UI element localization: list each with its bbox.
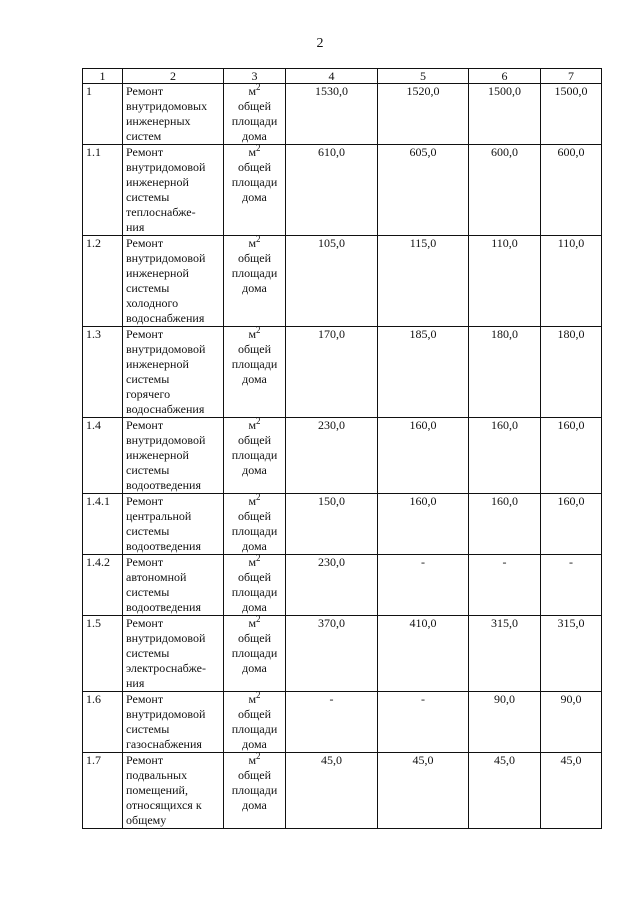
value-col-5: 185,0 bbox=[378, 327, 469, 418]
table-row bbox=[83, 494, 602, 555]
row-name bbox=[123, 145, 224, 236]
unit-superscript: 2 bbox=[256, 492, 261, 502]
column-header-7: 7 bbox=[541, 69, 602, 84]
row-name-line: внутридомовой bbox=[126, 433, 206, 447]
row-name-line: инженерной bbox=[126, 357, 189, 371]
row-name bbox=[123, 327, 224, 418]
value-col-4: 610,0 bbox=[286, 145, 378, 236]
unit-line: площади bbox=[231, 783, 278, 797]
row-name-line: Ремонт bbox=[126, 494, 164, 508]
row-name bbox=[123, 494, 224, 555]
value-col-7: 160,0 bbox=[541, 494, 602, 555]
unit-base: м bbox=[248, 616, 257, 630]
row-name-line: помещений, bbox=[126, 783, 188, 797]
value-col-5: 160,0 bbox=[378, 494, 469, 555]
value-col-6: 45,0 bbox=[469, 753, 541, 829]
row-name-line: Ремонт bbox=[126, 753, 164, 767]
unit-line: площади bbox=[231, 585, 278, 599]
row-number: 1.6 bbox=[83, 692, 123, 753]
value-col-7: 110,0 bbox=[541, 236, 602, 327]
value-col-6: 180,0 bbox=[469, 327, 541, 418]
row-name-line: водоотведения bbox=[126, 600, 201, 614]
unit-line: площади bbox=[231, 266, 278, 280]
row-unit bbox=[224, 616, 286, 692]
value-col-7: 90,0 bbox=[541, 692, 602, 753]
row-name-line: системы bbox=[126, 190, 170, 204]
column-header-2: 2 bbox=[123, 69, 224, 84]
row-name-line: ния bbox=[126, 676, 145, 690]
row-name bbox=[123, 84, 224, 145]
row-name-line: системы bbox=[126, 585, 170, 599]
value-col-4: 230,0 bbox=[286, 555, 378, 616]
unit-line: дома bbox=[242, 463, 267, 477]
row-unit bbox=[224, 145, 286, 236]
value-col-5: 410,0 bbox=[378, 616, 469, 692]
value-col-4: 45,0 bbox=[286, 753, 378, 829]
unit-base: м bbox=[248, 145, 257, 159]
unit-line: площади bbox=[231, 524, 278, 538]
value-col-7: 180,0 bbox=[541, 327, 602, 418]
row-number: 1.1 bbox=[83, 145, 123, 236]
table-row bbox=[83, 616, 602, 692]
row-name-line: Ремонт bbox=[126, 418, 164, 432]
value-col-7: 1500,0 bbox=[541, 84, 602, 145]
value-col-5: 1520,0 bbox=[378, 84, 469, 145]
row-number: 1.4 bbox=[83, 418, 123, 494]
table-row bbox=[83, 753, 602, 829]
unit-superscript: 2 bbox=[256, 234, 261, 244]
row-name-line: внутридомовой bbox=[126, 342, 206, 356]
unit-base: м bbox=[248, 555, 257, 569]
page-number: 2 bbox=[316, 36, 324, 51]
value-col-6: 600,0 bbox=[469, 145, 541, 236]
value-col-6: 160,0 bbox=[469, 418, 541, 494]
row-number: 1.2 bbox=[83, 236, 123, 327]
row-name-line: подвальных bbox=[126, 768, 188, 782]
row-unit bbox=[224, 236, 286, 327]
column-header-1: 1 bbox=[83, 69, 123, 84]
row-unit bbox=[224, 753, 286, 829]
row-name-line: ния bbox=[126, 220, 145, 234]
value-col-4: 230,0 bbox=[286, 418, 378, 494]
row-unit bbox=[224, 84, 286, 145]
unit-line: дома bbox=[242, 539, 267, 553]
unit-line: общей bbox=[237, 433, 272, 447]
unit-line: общей bbox=[237, 570, 272, 584]
row-number: 1.4.2 bbox=[83, 555, 123, 616]
row-name-line: системы bbox=[126, 524, 170, 538]
unit-superscript: 2 bbox=[256, 751, 261, 761]
row-number: 1 bbox=[83, 84, 123, 145]
unit-line: общей bbox=[237, 99, 272, 113]
row-name-line: Ремонт bbox=[126, 236, 164, 250]
unit-line: площади bbox=[231, 114, 278, 128]
row-unit bbox=[224, 494, 286, 555]
unit-line: дома bbox=[242, 600, 267, 614]
row-name-line: Ремонт bbox=[126, 616, 164, 630]
row-name-line: горячего bbox=[126, 387, 171, 401]
row-name-line: системы bbox=[126, 281, 170, 295]
unit-line: общей bbox=[237, 342, 272, 356]
column-header-5: 5 bbox=[378, 69, 469, 84]
unit-superscript: 2 bbox=[256, 82, 261, 92]
row-name bbox=[123, 753, 224, 829]
row-name-line: инженерной bbox=[126, 448, 189, 462]
table-row bbox=[83, 145, 602, 236]
row-name bbox=[123, 418, 224, 494]
unit-line: дома bbox=[242, 661, 267, 675]
unit-line: площади bbox=[231, 646, 278, 660]
value-col-5: - bbox=[378, 555, 469, 616]
row-name bbox=[123, 616, 224, 692]
value-col-7: 45,0 bbox=[541, 753, 602, 829]
row-name-line: водоотведения bbox=[126, 478, 201, 492]
unit-line: площади bbox=[231, 722, 278, 736]
unit-line: дома bbox=[242, 737, 267, 751]
unit-superscript: 2 bbox=[256, 416, 261, 426]
row-name-line: внутридомовых bbox=[126, 99, 208, 113]
row-name-line: центральной bbox=[126, 509, 192, 523]
table-row bbox=[83, 84, 602, 145]
row-name-line: системы bbox=[126, 722, 170, 736]
unit-superscript: 2 bbox=[256, 690, 261, 700]
value-col-7: 315,0 bbox=[541, 616, 602, 692]
row-name-line: инженерных bbox=[126, 114, 191, 128]
unit-base: м bbox=[248, 327, 257, 341]
row-number: 1.3 bbox=[83, 327, 123, 418]
unit-line: площади bbox=[231, 175, 278, 189]
row-name-line: водоснабжения bbox=[126, 311, 205, 325]
column-header-6: 6 bbox=[469, 69, 541, 84]
row-name-line: системы bbox=[126, 372, 170, 386]
row-name-line: инженерной bbox=[126, 175, 189, 189]
row-name-line: общему bbox=[126, 813, 167, 827]
value-col-7: - bbox=[541, 555, 602, 616]
row-number: 1.4.1 bbox=[83, 494, 123, 555]
table-row bbox=[83, 236, 602, 327]
unit-superscript: 2 bbox=[256, 553, 261, 563]
row-name-line: системы bbox=[126, 646, 170, 660]
unit-base: м bbox=[248, 84, 257, 98]
unit-line: площади bbox=[231, 448, 278, 462]
unit-line: дома bbox=[242, 798, 267, 812]
row-name bbox=[123, 236, 224, 327]
unit-line: общей bbox=[237, 509, 272, 523]
table-row bbox=[83, 692, 602, 753]
value-col-5: 160,0 bbox=[378, 418, 469, 494]
unit-line: дома bbox=[242, 281, 267, 295]
table-row bbox=[83, 418, 602, 494]
unit-line: общей bbox=[237, 707, 272, 721]
value-col-6: - bbox=[469, 555, 541, 616]
row-name-line: водоотведения bbox=[126, 539, 201, 553]
row-name-line: теплоснабже- bbox=[126, 205, 196, 219]
row-unit bbox=[224, 692, 286, 753]
value-col-4: 105,0 bbox=[286, 236, 378, 327]
row-name-line: внутридомовой bbox=[126, 631, 206, 645]
unit-superscript: 2 bbox=[256, 325, 261, 335]
row-name-line: Ремонт bbox=[126, 555, 164, 569]
column-header-3: 3 bbox=[224, 69, 286, 84]
value-col-5: - bbox=[378, 692, 469, 753]
value-col-6: 1500,0 bbox=[469, 84, 541, 145]
row-unit bbox=[224, 327, 286, 418]
unit-line: дома bbox=[242, 190, 267, 204]
unit-line: общей bbox=[237, 251, 272, 265]
value-col-6: 160,0 bbox=[469, 494, 541, 555]
unit-base: м bbox=[248, 236, 257, 250]
table-header-row bbox=[83, 69, 602, 84]
unit-line: дома bbox=[242, 129, 267, 143]
value-col-4: 170,0 bbox=[286, 327, 378, 418]
column-header-4: 4 bbox=[286, 69, 378, 84]
value-col-4: 1530,0 bbox=[286, 84, 378, 145]
value-col-7: 160,0 bbox=[541, 418, 602, 494]
unit-line: общей bbox=[237, 768, 272, 782]
row-name-line: водоснабжения bbox=[126, 402, 205, 416]
unit-base: м bbox=[248, 753, 257, 767]
row-name-line: электроснабже- bbox=[126, 661, 206, 675]
row-name-line: системы bbox=[126, 463, 170, 477]
unit-line: общей bbox=[237, 631, 272, 645]
row-name-line: относящихся к bbox=[126, 798, 202, 812]
row-name-line: газоснабжения bbox=[126, 737, 202, 751]
row-name-line: Ремонт bbox=[126, 327, 164, 341]
table-row bbox=[83, 555, 602, 616]
unit-base: м bbox=[248, 692, 257, 706]
row-name-line: автономной bbox=[126, 570, 187, 584]
row-name-line: внутридомовой bbox=[126, 160, 206, 174]
unit-line: общей bbox=[237, 160, 272, 174]
unit-line: площади bbox=[231, 357, 278, 371]
value-col-4: 370,0 bbox=[286, 616, 378, 692]
row-name-line: внутридомовой bbox=[126, 707, 206, 721]
unit-superscript: 2 bbox=[256, 614, 261, 624]
value-col-6: 315,0 bbox=[469, 616, 541, 692]
value-col-4: - bbox=[286, 692, 378, 753]
row-number: 1.5 bbox=[83, 616, 123, 692]
unit-base: м bbox=[248, 494, 257, 508]
row-name-line: систем bbox=[126, 129, 162, 143]
row-name bbox=[123, 692, 224, 753]
value-col-7: 600,0 bbox=[541, 145, 602, 236]
value-col-6: 110,0 bbox=[469, 236, 541, 327]
row-number: 1.7 bbox=[83, 753, 123, 829]
row-name-line: Ремонт bbox=[126, 145, 164, 159]
value-col-6: 90,0 bbox=[469, 692, 541, 753]
unit-base: м bbox=[248, 418, 257, 432]
row-unit bbox=[224, 418, 286, 494]
row-name bbox=[123, 555, 224, 616]
row-name-line: инженерной bbox=[126, 266, 189, 280]
value-col-5: 45,0 bbox=[378, 753, 469, 829]
data-table bbox=[82, 68, 602, 829]
unit-line: дома bbox=[242, 372, 267, 386]
value-col-4: 150,0 bbox=[286, 494, 378, 555]
value-col-5: 115,0 bbox=[378, 236, 469, 327]
row-name-line: Ремонт bbox=[126, 692, 164, 706]
row-name-line: Ремонт bbox=[126, 84, 164, 98]
value-col-5: 605,0 bbox=[378, 145, 469, 236]
row-name-line: холодного bbox=[126, 296, 179, 310]
table-row bbox=[83, 327, 602, 418]
row-name-line: внутридомовой bbox=[126, 251, 206, 265]
row-unit bbox=[224, 555, 286, 616]
unit-superscript: 2 bbox=[256, 143, 261, 153]
